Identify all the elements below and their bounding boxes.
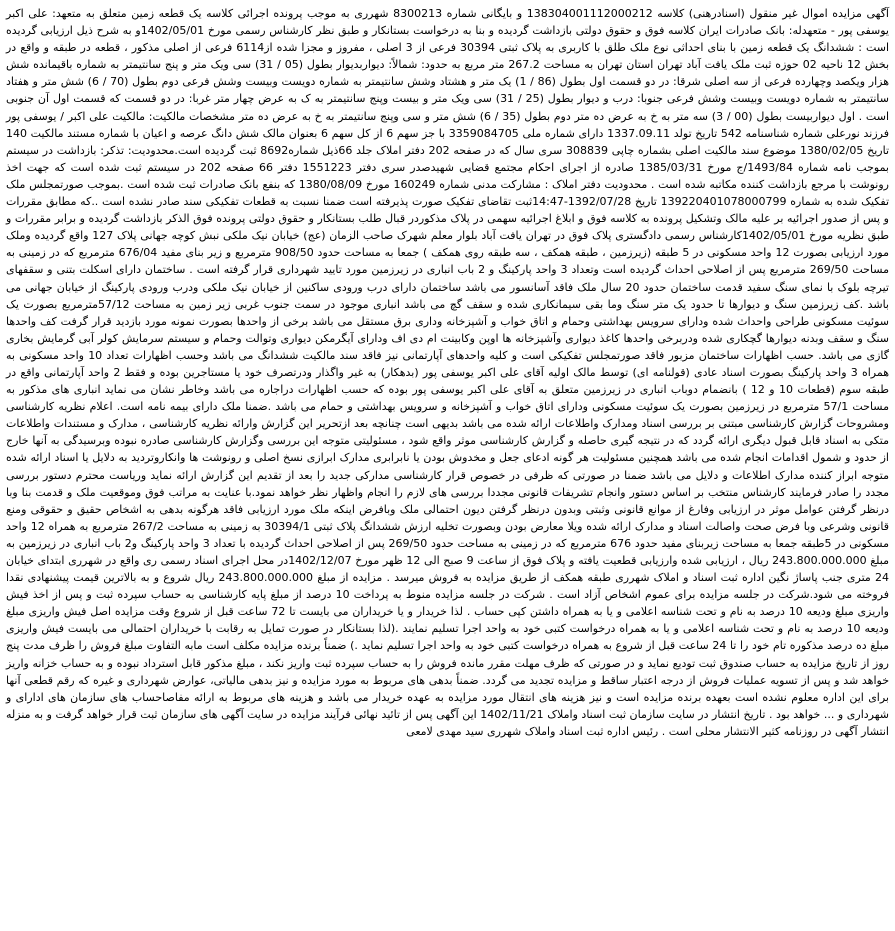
auction-notice-text: آگهی مزایده اموال غیر منقول (اسنادرهنی) کلاسه 138304001112000212 و بایگانی شماره 8300213 شهرری به موجب پرونده اجرائی کلاسه یک قطعه زمین متعلق به متعهد: علی اکبر یوسفی پور - متعهدله: بانک صادرات ایران کلاسه فوق و حقوق دولتی بازداشت گردیده و بنا به درخواست بستانکار و طبق نظر کارشناس رسمی مورخ 1402/05/01و به شرح ذیل ارزیابی گردیده است : ششدانگ یک قطعه زمین با بنای احداثی نوع ملک طلق با کاربری به پلاک ثبتی 30394 فرعی از 3 اصلی ، مفروز و مجزا شده از6114 فرعی از اصلی مذکور ، قطعه در طبقه و واقع در بخش 12 ناحیه 02 حوزه ثبت ملک یافت آباد تهران استان تهران به مساحت 267.2 متر مربع به حدود: شمالاً: دیواربدیوار بطول (05 / 31) سی ویک متر و پنج سانتیمتر به شماره باقیمانده شش هزار ویکصد وچهارده فرعی از سه اصلی شرقا: در دو قسمت اول بطول (86 / 1) یک متر و هشتاد وشش سانتیمتر به شماره دویست وبیست وشش فرعی دوم بطول (70 / 6) شش متر و هفتاد سانتیمتر به شماره دویست وبیست وشش فرعی جنوبا: درب و دیوار بطول (25 / 31) سی ویک متر و بیست وپنج سانتیمتر به ک به عرض چهار متر غربا: در دو قسمت که قسمت اول آن جنوبی است . اول دیواربیست بطول (00 / 3) سه متر به خ به عرض ده متر دوم بطول (35 / 6) شش متر و سی وپنج سانتیمتر به خ به عرض ده متر مشخصات مالکیت: مالکیت علی اکبر / یوسفی پور فرزند نورعلی شماره شناسنامه 542 تاریخ تولد 1337.09.11 دارای شماره ملی 3359084705 با جز سهم 6 از کل سهم 6 بعنوان مالک شش دانگ عرصه و اعیان با شماره مستند مالکیت 140 تاریخ 1380/02/05 موضوع سند مالکیت اصلی بشماره چاپی 308839 سری سال که در صفحه 202 دفتر املاک جلد 66ذیل شماره8692 ثبت گردیده است.محدودیت: تذکر: بازداشت در سیستم بموجب نامه شماره 1493/84/ج مورخ 1385/03/31 صادره از اجرای احکام مجتمع قضایی شهیدصدر سری دفتر 1551223 دفتر 66 صفحه 202 در سیستم ثبت شده است که جهت اخذ رونوشت با مرجع بازداشت کننده مکاتبه شده است . محدودیت دفتر املاک : مشارکت مدنی شماره 160249 مورخ 1380/08/09 که بنفع بانک صادرات ثبت شده است .بموجب صورتمجلس ملک تفکیک شده به شماره 139220401078000799 تاریخ 1392/07/28-14:47ثبت تقاضای تفکیک صورت پذیرفته است ضمنا نسبت به قطعات تفکیکی سند صادر نشده است ..که مطابق مقررات و پس از صدور اجرائیه بر علیه مالک وتشکیل پرونده به کلاسه فوق و ابلاغ اجرائیه سهمی در پلاک مذکوردر قبال طلب بستانکار و حقوق دولتی پرونده فوق الذکر بازداشت گردیده و برابر مقررات و طبق نظریه مورخ 1402/05/01کارشناس رسمی دادگستری پلاک فوق در تهران یافت آباد بلوار معلم شهرک صاحب الزمان (عج) خیابان نیک ملکی نبش کوچه جهانی پلاک 127 واقع گردیده وملک مورد ارزیابی بصورت 12 واحد مسکونی در 5 طبقه (زیرزمین ، طبقه همکف ، سه طبقه روی همکف ) جمعا به مساحت حدود 908/50 مترمربع و زیر بنای مفید 676/04 مترمربع که در زمینی به مساحت 269/50 مترمربع پس از اصلاحی احداث گردیده است وتعداد 3 واحد پارکینگ و 2 باب انباری در زیرزمین مورد تایید شهرداری قرار گرفته است . ساختمان دارای اسکلت بتنی و سقفهای تیرچه بلوک با نمای سنگ سفید قدمت ساختمان حدود 20 سال ملک فاقد آسانسور می باشد ساختمان دارای درب ورودی ساکنین از خیابان نیک ملکی ودرب ورودی پارکینگ از خیابان جهانی می باشد .کف زیرزمین سنگ و دیوارها تا حدود یک متر سنگ وما بقی سیمانکاری شده و سقف گچ می باشد انباری موجود در سمت جنوب غربی زیر زمین به مساحت 57/12مترمربع بصورت یک سوئیت مسکونی طراحی واحداث شده ودارای سرویس بهداشتی وحمام و اتاق خواب و آشپزخانه وداری برق مستقل می باشد برخی از واحدها بصورت نمونه مورد بازدید قرار گرفت کف واحدها سنگ و سقف وبدنه دیوارها گچکاری شده ودربرخی واحدها کاغذ دیواری وآشپزخانه ها اوپن وکابینت ام دی اف ودارای آیگرمکن دیواری وتوالت وحمام و سیستم سرمایش کولر آبی گرمایش بخاری گازی می باشد. حسب اظهارات ساختمان مزبور فاقد صورتمجلس تفکیکی است و کلیه واحدهای آپارتمانی نیز فاقد سند مالکیت ششدانگ می باشد وحسب اظهارات تعداد 10 واحد مسکونی به همراه 3 واحد پارکینگ بصورت اسناد عادی (قولنامه ای) توسط مالک اولیه آقای علی اکبر یوسفی پور (بدهکار) به غیر واگذار ودرتصرف خود یا مستاجرین بوده و فقط 2 واحد آپارتمانی واقع در طبقه سوم (قطعات 10 و 12 ) بانضمام دوباب انباری در زیرزمین متعلق به آقای علی اکبر یوسفی پور بوده که حسب اظهارات دراجاره می باشد وخاطر نشان می نماید انباری های مذکور به مساحت 57/1 مترمربع در زیرزمین بصورت یک سوئیت مسکونی ودارای اتاق خواب و آشپزخانه و سرویس بهداشتی و حمام می باشد .ضمنا ملک دارای بیمه نامه است. اعلام نظریه کارشناسی ومشروحات گزارش کارشناسی مبتنی بر بررسی اسناد ومدارک واطلاعات ارائه شده می باشد بدیهی است چنانچه بعد ازتحریر این گزارش وارائه نظریه کارشناسی ، مدارک و مستندات واطلاعات متکی به اسناد قابل قبول دیگری ارائه گردد که در نتیجه گیری حاصله و گزارش کارشناسی موثر واقع شود ، مسئولیتی متوجه این بررسی وگزارش کارشناسی صادره نبوده وبرسیدگی به آنها خارج از حدود و شمول اقدامات انجام شده می باشد همچنین مسئولیت هر گونه ادعای جعل و مخدوش بودن یا نابرابری مدارک ابرازی نسخ اصلی و رونوشت ها وانکاروتردید به دلایل یا اسناد ارائه شده متوجه ابراز کننده مدارک اطلاعات و دلایل می باشد ضمنا در صورتی که ظرفی در خصوص قرار کارشناسی مدارکی جدید را بعد از تقدیم این گزارش ارائه نماید وریاست محترم دستور بررسی مجدد را صادر فرمایند کارشناس منتخب بر اساس دستور وانجام تشریفات قانونی مجددا بررسی های لازم را انجام واظهار نظر خواهد نمود.با عنایت به مراتب فوق وموقعیت ملک و قدمت بنا وبا درنظر گرفتن عوامل موثر در ارزیابی وفارغ از موانع قانونی وثبتی وبدون درنظر گرفتن دیون احتمالی ملک وبافرض اینکه ملک مورد ارزیابی فاقد هرگونه بدهی به اشخاص حقیق و حقوقی ومنع قانونی وشرعی وبا فرض صحت واصالت اسناد و مدارک ارائه شده ویلا معارض بودن وبصورت تخلیه ارزش ششدانگ پلاک ثبتی 30394/1 به زمینی به مساحت 267/2 مترمربع به همراه 12 واحد مسکونی در 5طبقه جمعا به مساحت زیربنای مفید حدود 676 مترمربع که در زمینی به مساحت حدود 269/50 پس از اصلاحی احداث گردیده با تعداد 3 واحد پارکینگ و2 باب انباری در زیرزمین به مبلغ 243.800.000.000 ریال ، ارزیابی شده وارزیابی قطعیت یافته و پلاک فوق از ساعت 9 صبح الی 12 ظهر مورخ 1402/12/07در محل اجرای اسناد رسمی ری واقع در شهرری ابتدای خیابان 24 متری جنب پاساژ نگین اداره ثبت اسناد و املاک شهرری طبقه همکف از طریق مزایده به فروش میرسد . مزایده از مبلغ 243.800.000.000 ریال شروع و به بالاترین قیمت پیشنهادی نقدا فروخته می شود.شرکت در جلسه مزایده برای عموم اشخاص آزاد است . شرکت در جلسه مزایده منوط به پرداخت 10 درصد از مبلغ پایه کارشناسی به حساب سپرده ثبت و پس از اخذ فیش واریزی مبلغ ودیعه 10 درصد به نام و تحت شناسه اعلامی و یا به همراه داشتن کپی حساب . لذا خریدار و یا خریداران می بایست تا 72 ساعت قبل از شروع وقت مزایده اصل فیش واریزی مبلغ ودیعه 10 درصد به نام و تحت شناسه اعلامی و یا به همراه درخواست کتبی خود به واحد اجرا تسلیم نمایند .(لذا بستانکار در صورت تمایل به رقابت با خریداران احتمالی می بایست فیش واریزی مبلغ ده درصد مذکوره تام خود را تا 24 ساعت قبل از شروع به همراه درخواست کتبی خود به واحد اجرا تسلیم نماید .) ضمناً برنده مزایده مکلف است مابه التفاوت مبلغ فروش را ظرف مدت پنج روز از تاریخ مزایده به حساب صندوق ثبت تودیع نماید و در صورتی که ظرف مهلت مقرر مانده فروش را به حساب سپرده ثبت واریز نکند ، مبلغ مذکور قابل استرداد نبوده و به حساب خزانه واریز خواهد شد و پس از تسویه عملیات فروش از درجه اعتبار ساقط و مزایده تجدید می گردد. ضمناً بدهی های مربوط به مورد مزایده و نیز بدهی مالیاتی، عوارض شهرداری و غیره که رقم قطعی آنها برای این اداره معلوم نشده است بعهده برنده مزایده است و نیز هزینه های انتقال مورد مزایده به عهده خریدار می باشد و هزینه های مربوط به ارائه مفاصاحساب های سازمان های ادارای و شهرداری و ... خواهد بود . تاریخ انتشار در سایت سازمان ثبت اسناد واملاک 1402/11/21 این آگهی پس از تائید نهائی فرآیند مزایده در سایت آگهی های سازمان ثبت قرار خواهد گرفت و به منزله انتشار آگهی در روزنامه کثیر الانتشار محلی است . رئیس اداره ثبت اسناد واملاک شهرری سید مهدی لامعی: [6, 7, 890, 738]
